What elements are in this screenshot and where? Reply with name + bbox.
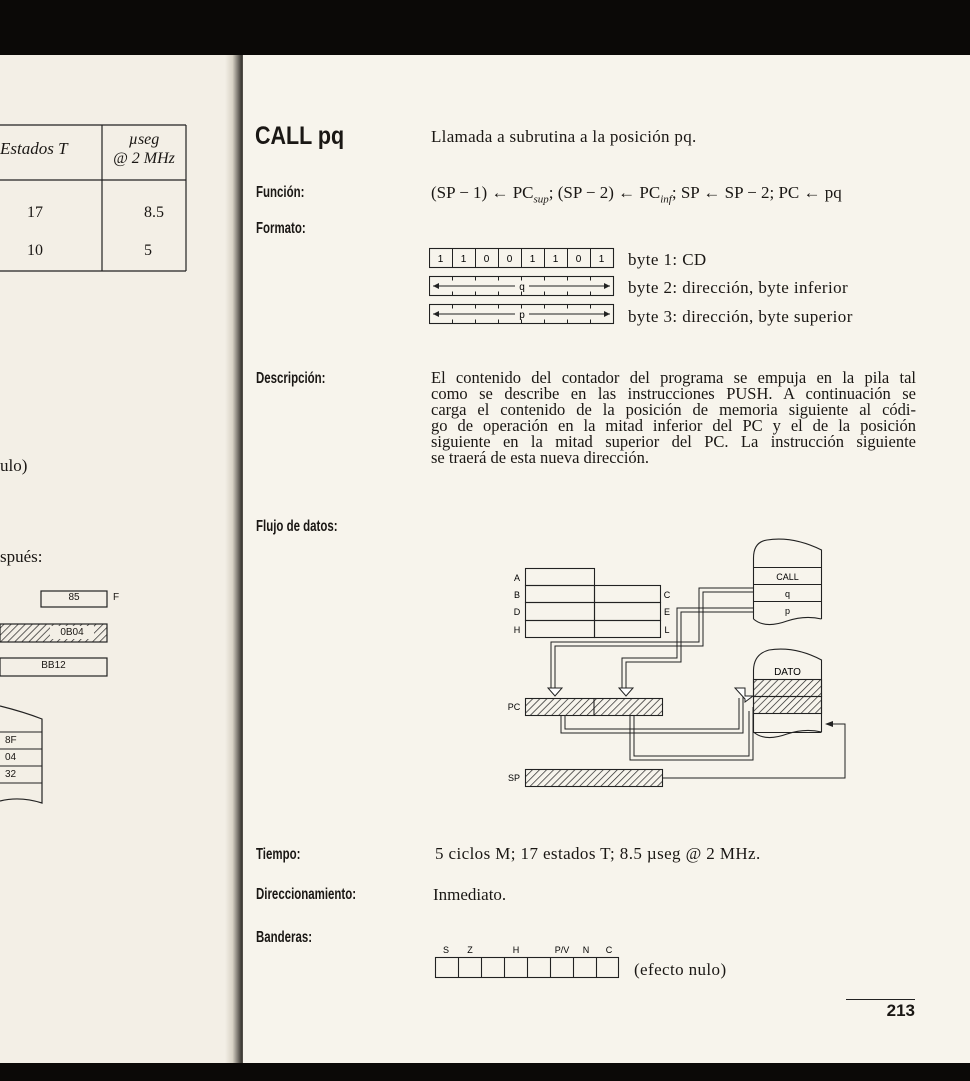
descripcion-line: carga el contenido de la posición de memoria siguiente al códi- [431,400,916,419]
opcode-q-label: q [519,282,525,293]
flag-label: P/V [554,945,570,955]
label-descripcion: Descripción: [256,370,326,387]
opcode-bit: 1 [552,254,559,265]
opcode-bit: 0 [575,254,582,265]
table-header-estados: Estados T [0,139,68,158]
opcode-bit: 0 [506,254,513,265]
left-page [0,55,232,1063]
memory-dato-label: DATO [774,667,801,678]
pc-label: PC [507,702,521,712]
opcode-p-label: p [519,310,525,321]
stack-value: 32 [5,769,17,780]
label-funcion: Función: [256,184,305,201]
flags-register [433,942,623,982]
descripcion-line: siguiente en la mitad superior del PC. La instrucción siguiente [431,432,916,451]
fragment-text: ulo) [0,456,28,475]
funcion-text [431,183,842,205]
direccionamiento-text: Inmediato. [433,885,507,904]
flag-label: N [582,945,590,955]
sp-label: SP [507,773,521,783]
table-cell: 5 [144,242,152,259]
arrow-into-pc [548,688,633,696]
flag-label: S [442,945,450,955]
descripcion-line: go de operación en la mitad inferior del PC y el de la posición [431,416,916,435]
banderas-note: (efecto nulo) [634,960,727,979]
stack-value: 04 [5,752,17,763]
diagram-label-85: 85 [68,592,80,603]
opcode-bit: 1 [529,254,536,265]
table-header-mhz: @ 2 MHz [113,150,175,167]
opcode-format-figure [429,245,619,331]
opcode-bit: 0 [483,254,490,265]
table-header-useg: µseg [128,131,160,148]
memory-cell-p: p [784,606,791,616]
flag-label: H [512,945,520,955]
arrow-into-stack [735,688,753,702]
page-number-rule [846,999,915,1000]
diagram-label-0b04: 0B04 [60,627,84,638]
table-cell: 10 [27,242,43,259]
arrow-sp-to-memory [825,721,833,727]
register-label: H [513,625,521,635]
format-byte-line: byte 3: dirección, byte superior [628,307,853,326]
register-label: E [663,607,671,617]
format-byte-line: byte 1: CD [628,250,707,269]
instruction-summary: Llamada a subrutina a la posición pq. [431,127,697,146]
descripcion-line: como se describe en las instrucciones PUSH. A continuación se [431,384,916,403]
table-cell: 8.5 [144,204,164,221]
memory-cell-call: CALL [776,572,799,582]
format-byte-line: byte 2: dirección, byte inferior [628,278,849,297]
memory-cell-q: q [784,589,791,599]
label-direccionamiento: Direccionamiento: [256,886,357,903]
register-label: A [513,573,521,583]
opcode-bit: 1 [437,254,444,265]
register-label: C [663,590,671,600]
descripcion-line: El contenido del contador del programa se empuja en la pila tal [431,368,916,387]
program-counter [526,699,663,716]
flag-label: Z [467,945,473,955]
register-label: D [513,607,521,617]
page-number: 213 [886,1001,915,1020]
funcion-part: ; (SP − 2) ← PC [548,183,661,202]
register-label: L [664,625,670,635]
funcion-part: ; SP ← SP − 2; PC ← pq [671,183,842,202]
data-flow-diagram [503,530,863,795]
opcode-bit: 1 [460,254,467,265]
label-tiempo: Tiempo: [256,846,301,863]
table-cell: 17 [27,204,43,221]
opcode-bit: 1 [598,254,605,265]
descripcion-line: se traerá de esta nueva dirección. [431,448,650,467]
flag-cells [436,958,619,978]
funcion-sub: inf [660,193,672,206]
stack-value: 8F [5,735,17,746]
memory-stack-block [754,649,822,737]
register-label: B [513,590,521,600]
right-page [243,55,970,1063]
funcion-part: (SP − 1) ← PC [431,183,534,202]
tiempo-text: 5 ciclos M; 17 estados T; 8.5 µseg @ 2 MHz. [435,844,761,863]
register-file [526,569,661,638]
flag-label: C [605,945,613,955]
descripcion-paragraph [431,370,916,466]
stack-pointer [526,770,663,787]
label-banderas: Banderas: [256,929,313,946]
instruction-mnemonic: CALL pq [255,122,345,150]
label-flujo: Flujo de datos: [256,518,338,535]
funcion-sub: sup [533,193,549,206]
fragment-text: spués: [0,547,43,566]
diagram-label-bb12: BB12 [41,660,66,671]
label-formato: Formato: [256,220,306,237]
diagram-label-f: F [113,592,120,603]
opcode-bit-dividers [453,249,591,268]
